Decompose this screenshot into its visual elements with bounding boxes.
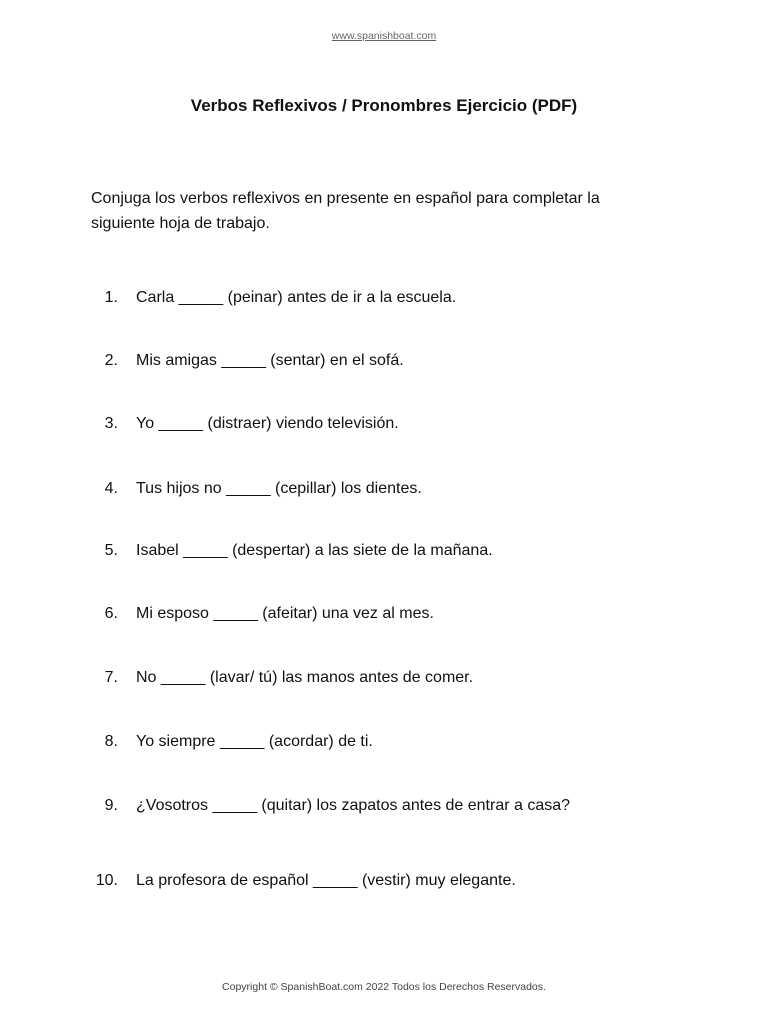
exercise-text: Mi esposo _____ (afeitar) una vez al mes. (136, 605, 434, 622)
exercise-number: 3. (104, 415, 118, 432)
exercise-text: La profesora de español _____ (vestir) muy elegante. (136, 872, 516, 889)
site-url-link[interactable]: www.spanishboat.com (331, 30, 437, 42)
exercise-number: 5. (104, 542, 118, 559)
exercise-number: 8. (104, 733, 118, 750)
exercise-text: Isabel _____ (despertar) a las siete de la mañana. (136, 542, 493, 559)
copyright-footer: Copyright © SpanishBoat.com 2022 Todos los Derechos Reservados. (222, 981, 546, 993)
exercise-text: Carla _____ (peinar) antes de ir a la escuela. (136, 289, 457, 306)
instructions-text: Conjuga los verbos reflexivos en presente en español para completar la siguiente hoja de trabajo. (91, 190, 600, 232)
exercise-number: 10. (95, 872, 118, 889)
exercise-text: Yo _____ (distraer) viendo televisión. (136, 415, 399, 432)
exercise-number: 1. (104, 289, 118, 306)
exercise-text: Mis amigas _____ (sentar) en el sofá. (136, 352, 404, 369)
exercise-number: 9. (104, 797, 118, 814)
exercise-number: 2. (104, 352, 118, 369)
exercise-text: Tus hijos no _____ (cepillar) los dientes. (136, 480, 422, 497)
exercise-number: 7. (104, 669, 118, 686)
exercise-text: No _____ (lavar/ tú) las manos antes de comer. (136, 669, 474, 686)
exercise-number: 4. (104, 480, 118, 497)
page-title: Verbos Reflexivos / Pronombres Ejercicio (PDF) (190, 96, 578, 115)
exercise-number: 6. (104, 605, 118, 622)
exercise-text: Yo siempre _____ (acordar) de ti. (136, 733, 373, 750)
exercise-text: ¿Vosotros _____ (quitar) los zapatos antes de entrar a casa? (136, 797, 571, 814)
